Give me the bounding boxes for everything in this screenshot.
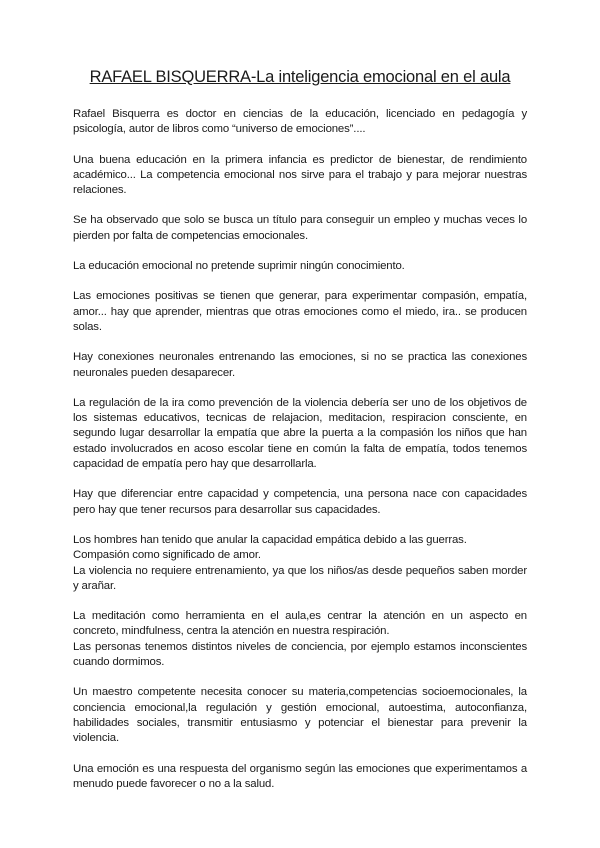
- paragraph: Rafael Bisquerra es doctor en ciencias de la educación, licenciado en pedagogía y psicología, autor de libros como “universo de emociones”....: [73, 108, 527, 136]
- paragraph: Una buena educación en la primera infancia es predictor de bienestar, de rendimiento académico... La competencia emocional nos sirve para el trabajo y para mejorar nuestras relaciones.: [73, 153, 527, 197]
- paragraph: Las personas tenemos distintos niveles de conciencia, por ejemplo estamos inconscientes cuando dormimos.: [73, 640, 527, 669]
- paragraph: La violencia no requiere entrenamiento, ya que los niños/as desde pequeños saben morder y arañar.: [73, 564, 527, 592]
- paragraph: Una emoción es una respuesta del organismo según las emociones que experimentamos a menudo puede favorecer o no a la salud.: [73, 762, 527, 790]
- paragraph: La regulación de la ira como prevención de la violencia debería ser uno de los objetivos de los sistemas educativos, tecnicas de relajacion, meditacion, respiracion consciente, en segundo lugar desarrollar la empatía que abre la puerta a la compasión los niños que han estado involucrados en acoso escolar tiene en común la falta de empatía, todos tenemos capacidad de empatía pero hay que desarrollarla.: [73, 396, 527, 471]
- paragraph: Compasión como significado de amor.: [73, 549, 261, 562]
- paragraph: Los hombres han tenido que anular la capacidad empática debido a las guerras.: [73, 533, 467, 546]
- paragraph: La educación emocional no pretende suprimir ningún conocimiento.: [73, 260, 405, 273]
- paragraph: La meditación como herramienta en el aula,es centrar la atención en un aspecto en concreto, mindfulness, centra la atención en nuestra respiración.: [73, 610, 527, 638]
- paragraph: Hay que diferenciar entre capacidad y competencia, una persona nace con capacidades pero hay que tener recursos para desarrollar sus capacidades.: [73, 488, 527, 516]
- paragraph: Hay conexiones neuronales entrenando las emociones, si no se practica las conexiones neuronales pueden desaparecer.: [73, 351, 527, 379]
- paragraph: Se ha observado que solo se busca un título para conseguir un empleo y muchas veces lo pierden por falta de competencias emocionales.: [73, 214, 527, 242]
- paragraph: Un maestro competente necesita conocer su materia,competencias socioemocionales, la conciencia emocional,la regulación y gestión emocional, autoestima, autoconfianza, habilidades sociales, transmitir entusiasmo y potenciar el bienestar para prevenir la violencia.: [73, 686, 527, 745]
- document-title: RAFAEL BISQUERRA-La inteligencia emocional en el aula: [89, 68, 511, 86]
- paragraph: Las emociones positivas se tienen que generar, para experimentar compasión, empatía, amor... hay que aprender, mientras que otras emociones como el miedo, ira.. se producen solas.: [73, 290, 527, 333]
